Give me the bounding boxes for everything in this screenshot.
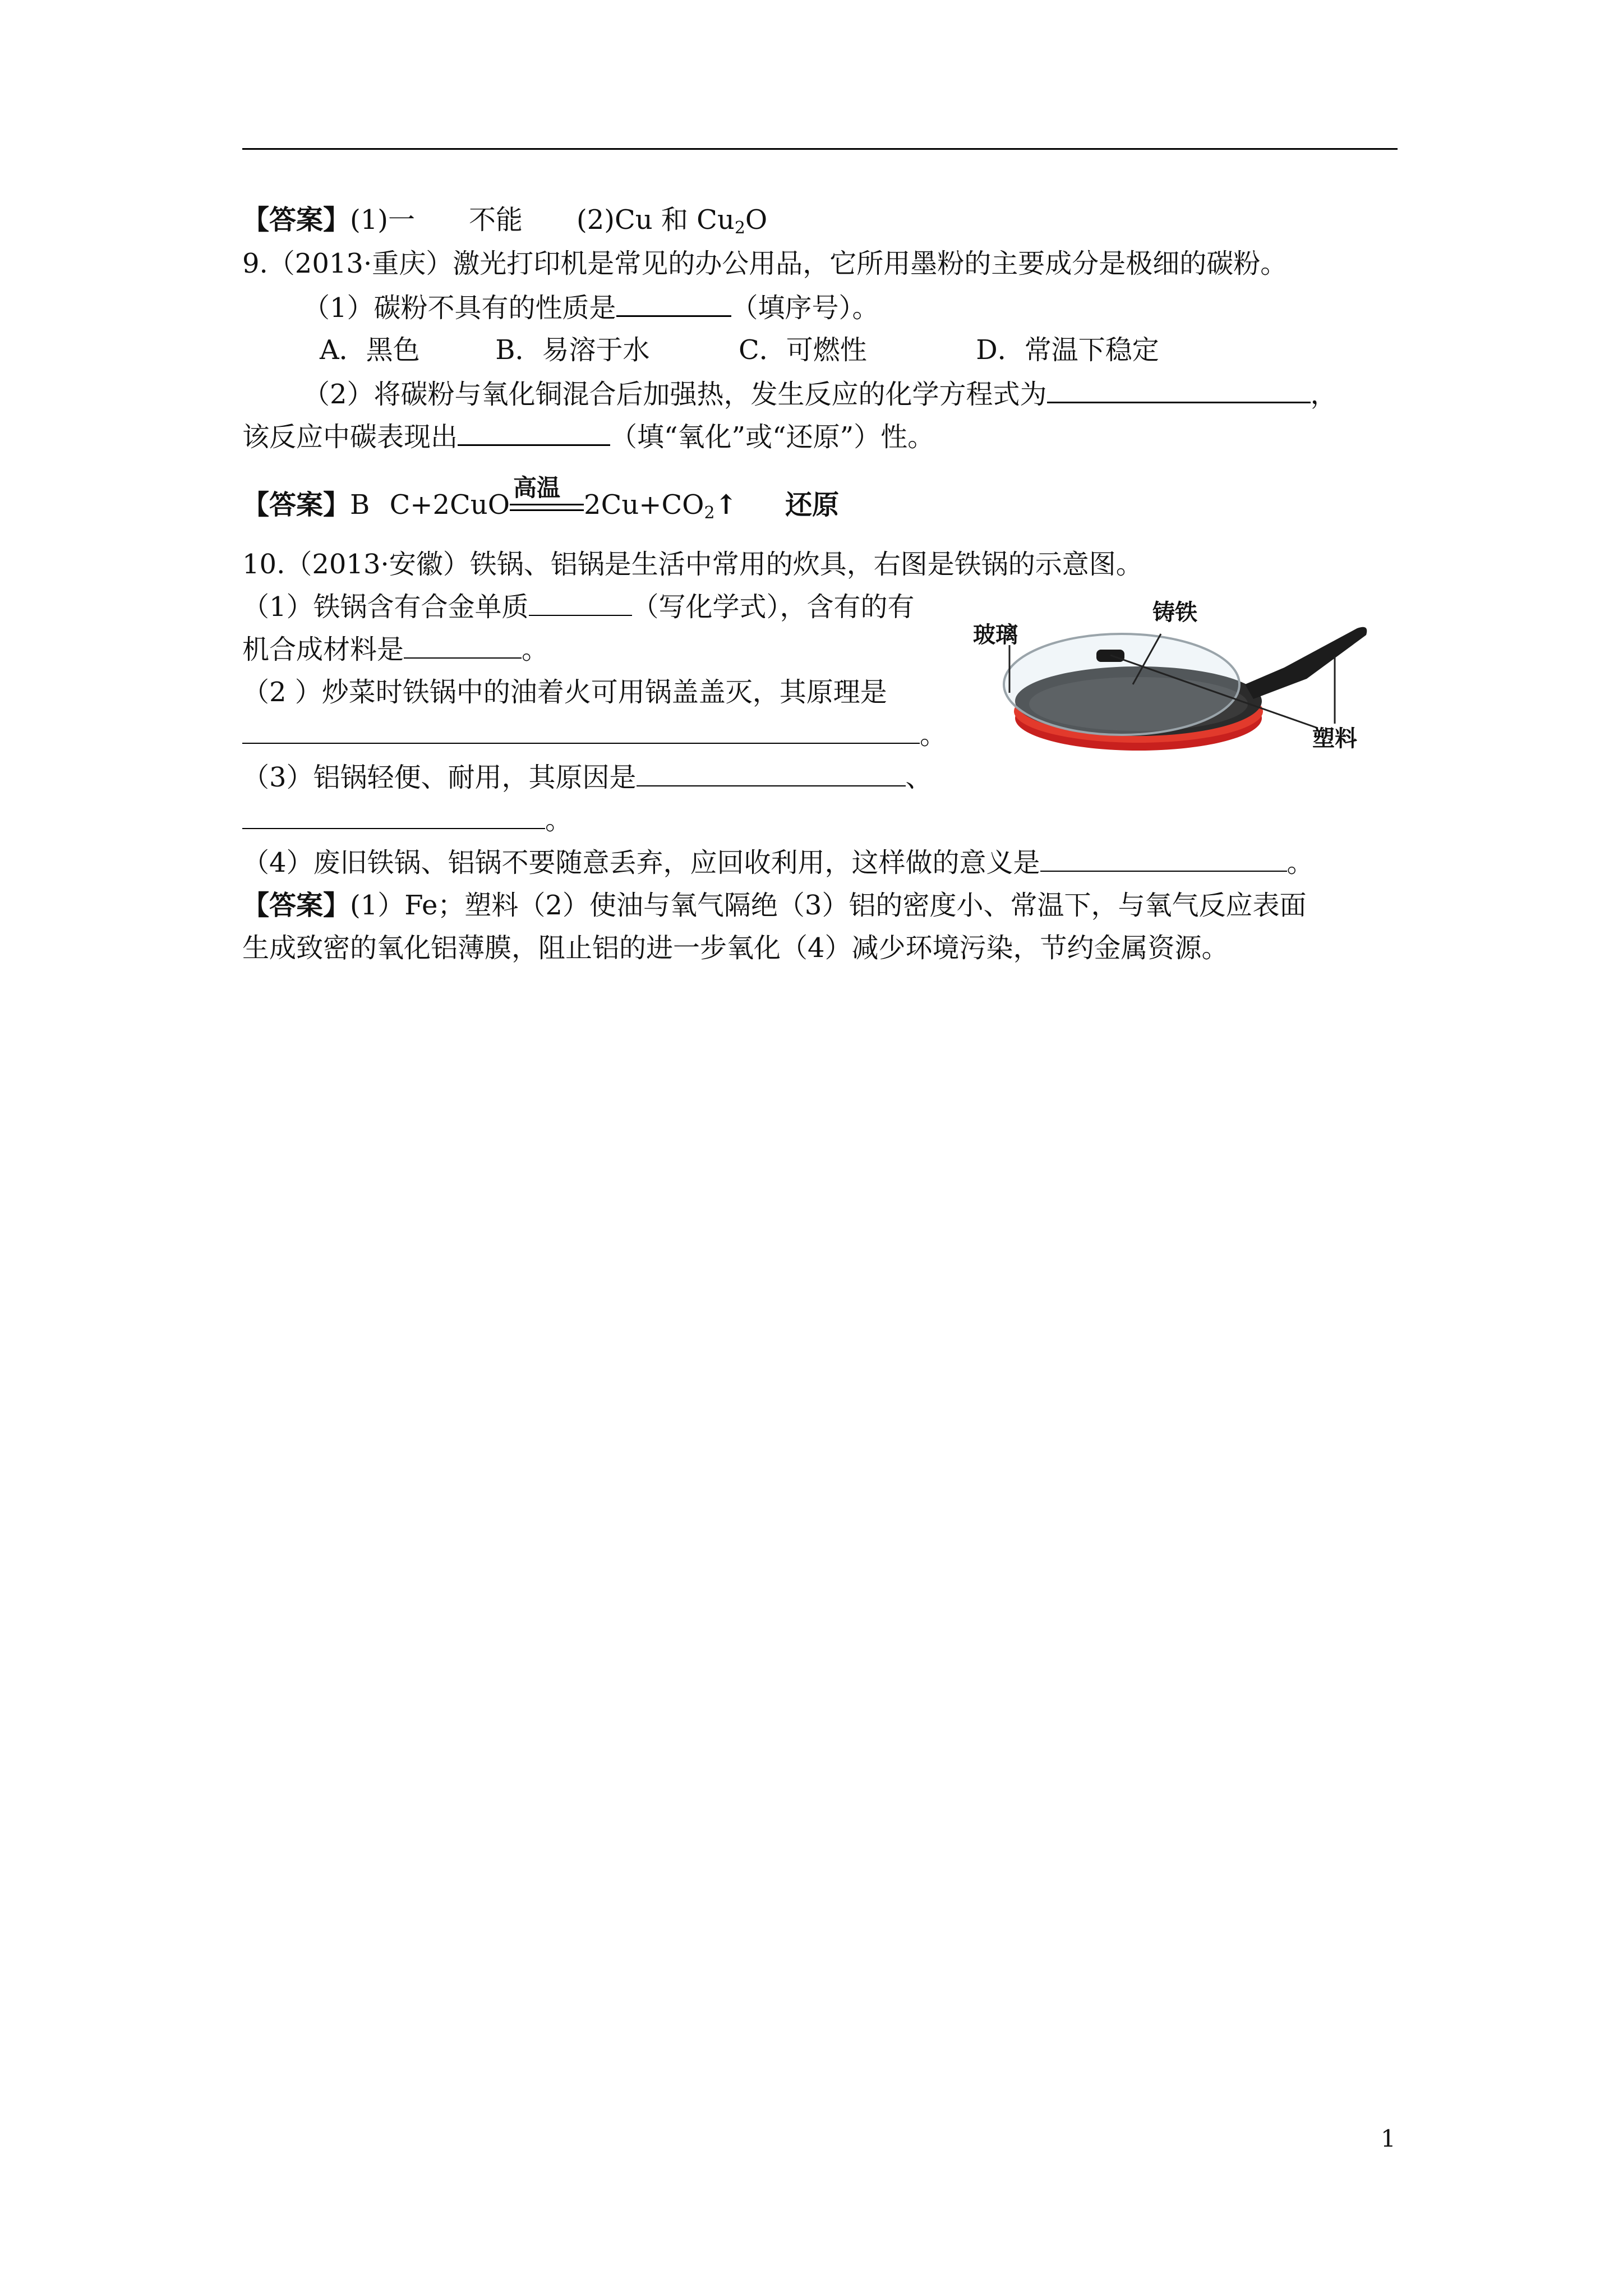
q9-answer: 【答案】B C+2CuO 高温 $2Cu+CO_2↑$ 还原 <box>242 474 840 523</box>
q9-part1: （1）碳粉不具有的性质是 （填序号）。 <box>303 291 879 325</box>
label-glass: 玻璃 <box>973 622 1018 648</box>
answer-blank <box>404 633 522 659</box>
q10-part1-cont: 机合成材料是 。 <box>242 634 549 665</box>
q10-stem: 10.（2013·安徽）铁锅、铝锅是生活中常用的炊具，右图是铁锅的示意图。 <box>242 549 1143 580</box>
q10-answer-line2: 生成致密的氧化铝薄膜，阻止铝的进一步氧化（4）减少环境污染，节约金属资源。 <box>242 932 1229 964</box>
answer-tag: 【答案】 <box>242 204 351 236</box>
answer-blank <box>637 761 906 786</box>
answer-blank <box>458 420 610 446</box>
equation-right: 2Cu+CO <box>584 489 704 521</box>
q10-part4: （4）废旧铁锅、铝锅不要随意丢弃，应回收利用，这样做的意义是 。 <box>242 847 1314 878</box>
reaction-condition: 高温 <box>510 488 584 522</box>
answer-blank <box>1047 377 1311 403</box>
answer-tag: 【答案】 <box>242 890 351 921</box>
header-rule <box>242 148 1398 150</box>
q9-part2: （2）将碳粉与氧化铜混合后加强热，发生反应的化学方程式为 ， <box>303 377 1338 411</box>
option-b: B．易溶于水 <box>495 334 650 366</box>
q10-part2: （2 ）炒菜时铁锅中的油着火可用锅盖盖灭，其原理是 <box>242 677 887 708</box>
q10-part3-cont: 。 <box>242 803 572 837</box>
answer-blank <box>242 718 920 744</box>
option-d: D．常温下稳定 <box>976 334 1159 366</box>
q10-part3: （3）铝锅轻便、耐用，其原因是 、 <box>242 762 933 793</box>
pan-handle <box>1245 627 1367 699</box>
glass-lid <box>1004 634 1239 735</box>
option-c: C．可燃性 <box>739 334 867 366</box>
q10-part1: （1）铁锅含有合金单质 （写化学式），含有的有 <box>242 591 915 623</box>
q8-answer: 【答案】(1)一 不能 (2)Cu 和 $Cu_2O$ <box>242 204 768 238</box>
gas-arrow: ↑ <box>714 489 737 521</box>
equation-left: C+2CuO <box>389 489 510 521</box>
answer-blank <box>1040 846 1287 872</box>
answer-tag: 【答案】 <box>242 489 351 521</box>
answer-blank <box>529 590 632 616</box>
q9-part2-cont: 该反应中碳表现出 （填“氧化”或“还原”）性。 <box>242 420 934 454</box>
answer-blank <box>616 291 731 317</box>
label-cast-iron: 铸铁 <box>1152 600 1197 625</box>
label-plastic: 塑料 <box>1312 726 1357 752</box>
q10-answer-line1: 【答案】(1）Fe；塑料（2）使油与氧气隔绝（3）铝的密度小、常温下，与氧气反应表面 <box>242 890 1307 921</box>
answer-blank <box>242 803 545 829</box>
option-a: A．黑色 <box>320 334 420 366</box>
q10-part2-blank: 。 <box>242 718 947 752</box>
page-number: 1 <box>1381 2125 1396 2152</box>
frying-pan-figure <box>970 589 1385 769</box>
q9-stem: 9.（2013·重庆）激光打印机是常见的办公用品，它所用墨粉的主要成分是极细的碳粉。 <box>242 248 1288 279</box>
q9-options <box>320 333 1159 367</box>
